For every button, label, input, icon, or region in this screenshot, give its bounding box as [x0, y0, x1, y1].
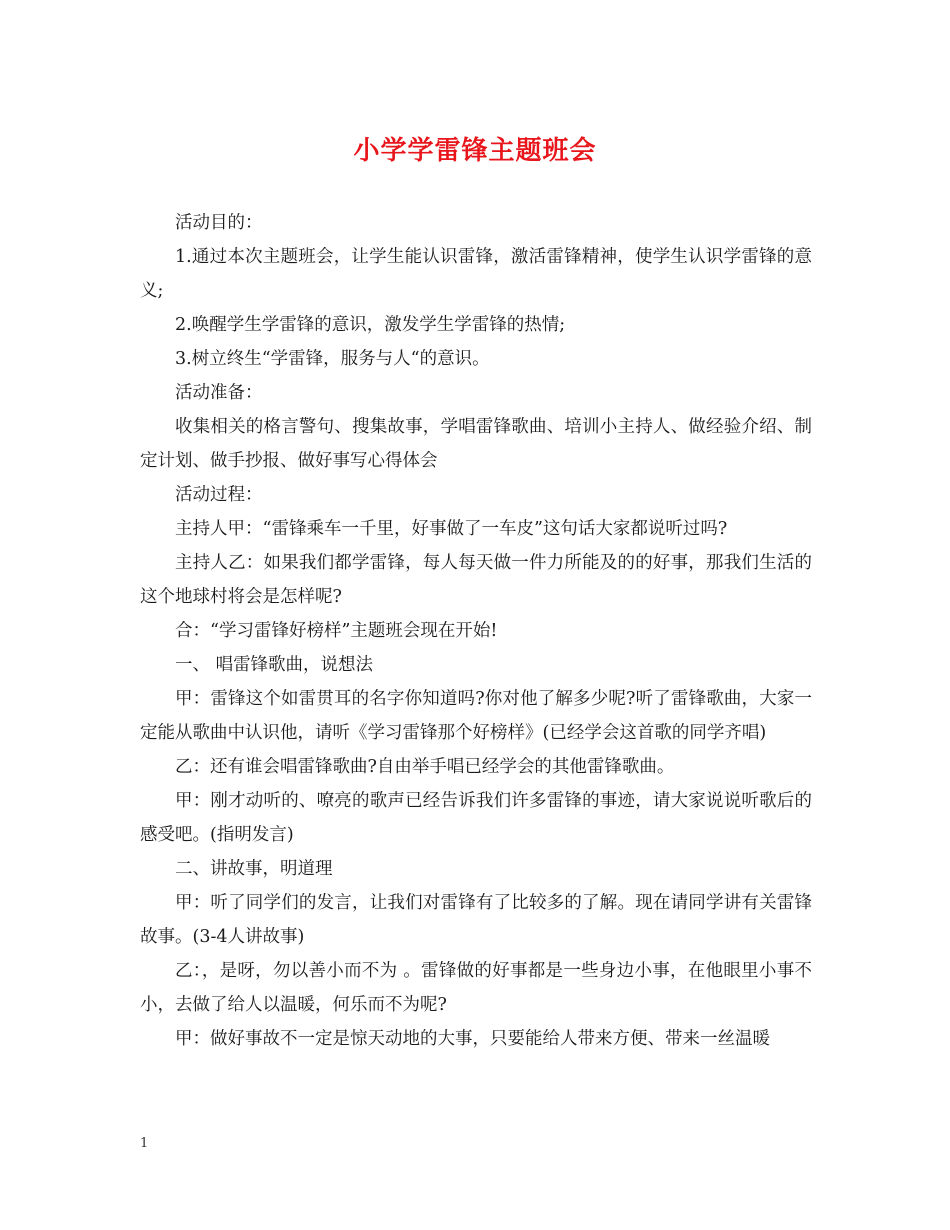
paragraph: 合：“学习雷锋好榜样”主题班会现在开始! — [175, 621, 498, 641]
section-heading: 二、讲故事，明道理 — [175, 859, 333, 879]
paragraph: 2.唤醒学生学雷锋的意识，激发学生学雷锋的热情; — [175, 315, 566, 335]
paragraph: 甲：做好事故不一定是惊天动地的大事，只要能给人带来方便、带来一丝温暖 — [175, 1029, 770, 1049]
paragraph: 乙：还有谁会唱雷锋歌曲?自由举手唱已经学会的其他雷锋歌曲。 — [175, 757, 675, 777]
paragraph: 主持人甲：“雷锋乘车一千里，好事做了一车皮”这句话大家都说听过吗? — [175, 519, 728, 539]
paragraph: 活动过程： — [175, 485, 263, 505]
paragraph: 活动目的： — [175, 213, 263, 233]
paragraph: 活动准备： — [175, 383, 263, 403]
page-number: 1 — [140, 1136, 149, 1151]
paragraph: 甲：听了同学们的发言，让我们对雷锋有了比较多的了解。现在请同学讲有关雷锋故事。(3-4人讲故事) — [140, 893, 812, 947]
section-heading: 一、 唱雷锋歌曲，说想法 — [175, 655, 374, 675]
paragraph: 主持人乙：如果我们都学雷锋，每人每天做一件力所能及的的好事，那我们生活的这个地球村将会是怎样呢? — [140, 553, 812, 607]
paragraph: 乙：，是呀，勿以善小而不为 。雷锋做的好事都是一些身边小事，在他眼里小事不小，去做了给人以温暖，何乐而不为呢? — [140, 961, 812, 1015]
paragraph: 甲：雷锋这个如雷贯耳的名字你知道吗?你对他了解多少呢?听了雷锋歌曲，大家一定能从歌曲中认识他，请听《学习雷锋那个好榜样》(已经学会这首歌的同学齐唱) — [140, 689, 812, 743]
paragraph: 收集相关的格言警句、搜集故事，学唱雷锋歌曲、培训小主持人、做经验介绍、制定计划、做手抄报、做好事写心得体会 — [140, 417, 812, 471]
document-title: 小学学雷锋主题班会 — [353, 136, 597, 166]
paragraph: 甲：刚才动听的、嘹亮的歌声已经告诉我们许多雷锋的事迹，请大家说说听歌后的感受吧。(指明发言) — [140, 791, 812, 845]
paragraph: 3.树立终生“学雷锋，服务与人“的意识。 — [175, 349, 490, 369]
paragraph: 1.通过本次主题班会，让学生能认识雷锋，激活雷锋精神，使学生认识学雷锋的意义; — [140, 247, 812, 301]
document-body — [140, 206, 812, 1056]
